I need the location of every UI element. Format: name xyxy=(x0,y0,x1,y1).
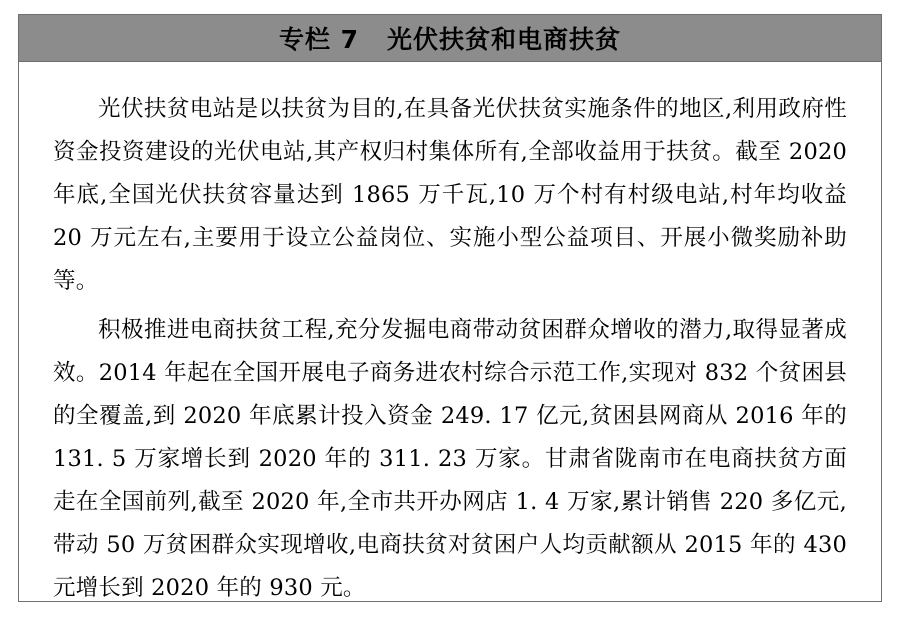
box-title: 光伏扶贫和电商扶贫 xyxy=(387,25,622,54)
box-number-label: 专栏 7 xyxy=(278,25,360,54)
paragraph-2: 积极推进电商扶贫工程,充分发掘电商带动贫困群众增收的潜力,取得显著成效。2014 年起在全国开展电子商务进农村综合示范工作,实现对 832 个贫困县的全覆盖,到 2020 年底累计投入资金 249. 17 亿元,贫困县网商从 2016 年的 131. 5 万家增长到 2020 年的 311. 23 万家。甘肃省陇南市在电商扶贫方面走在全国前列,截至 2020 年,全市共开办网店 1. 4 万家,累计销售 220 多亿元,带动 50 万贫困群众实现增收,电商扶贫对贫困户人均贡献额从 2015 年的 430 元增长到 2020 年的 930 元。 xyxy=(53,317,847,601)
paragraph-1: 光伏扶贫电站是以扶贫为目的,在具备光伏扶贫实施条件的地区,利用政府性资金投资建设的光伏电站,其产权归村集体所有,全部收益用于扶贫。截至 2020 年底,全国光伏扶贫容量达到 1865 万千瓦,10 万个村有村级电站,村年均收益 20 万元左右,主要用于设立公益岗位、实施小型公益项目、开展小微奖励补助等。 xyxy=(53,96,847,294)
box-body xyxy=(19,62,881,610)
text-box-panel xyxy=(18,14,882,602)
box-header xyxy=(19,15,881,62)
